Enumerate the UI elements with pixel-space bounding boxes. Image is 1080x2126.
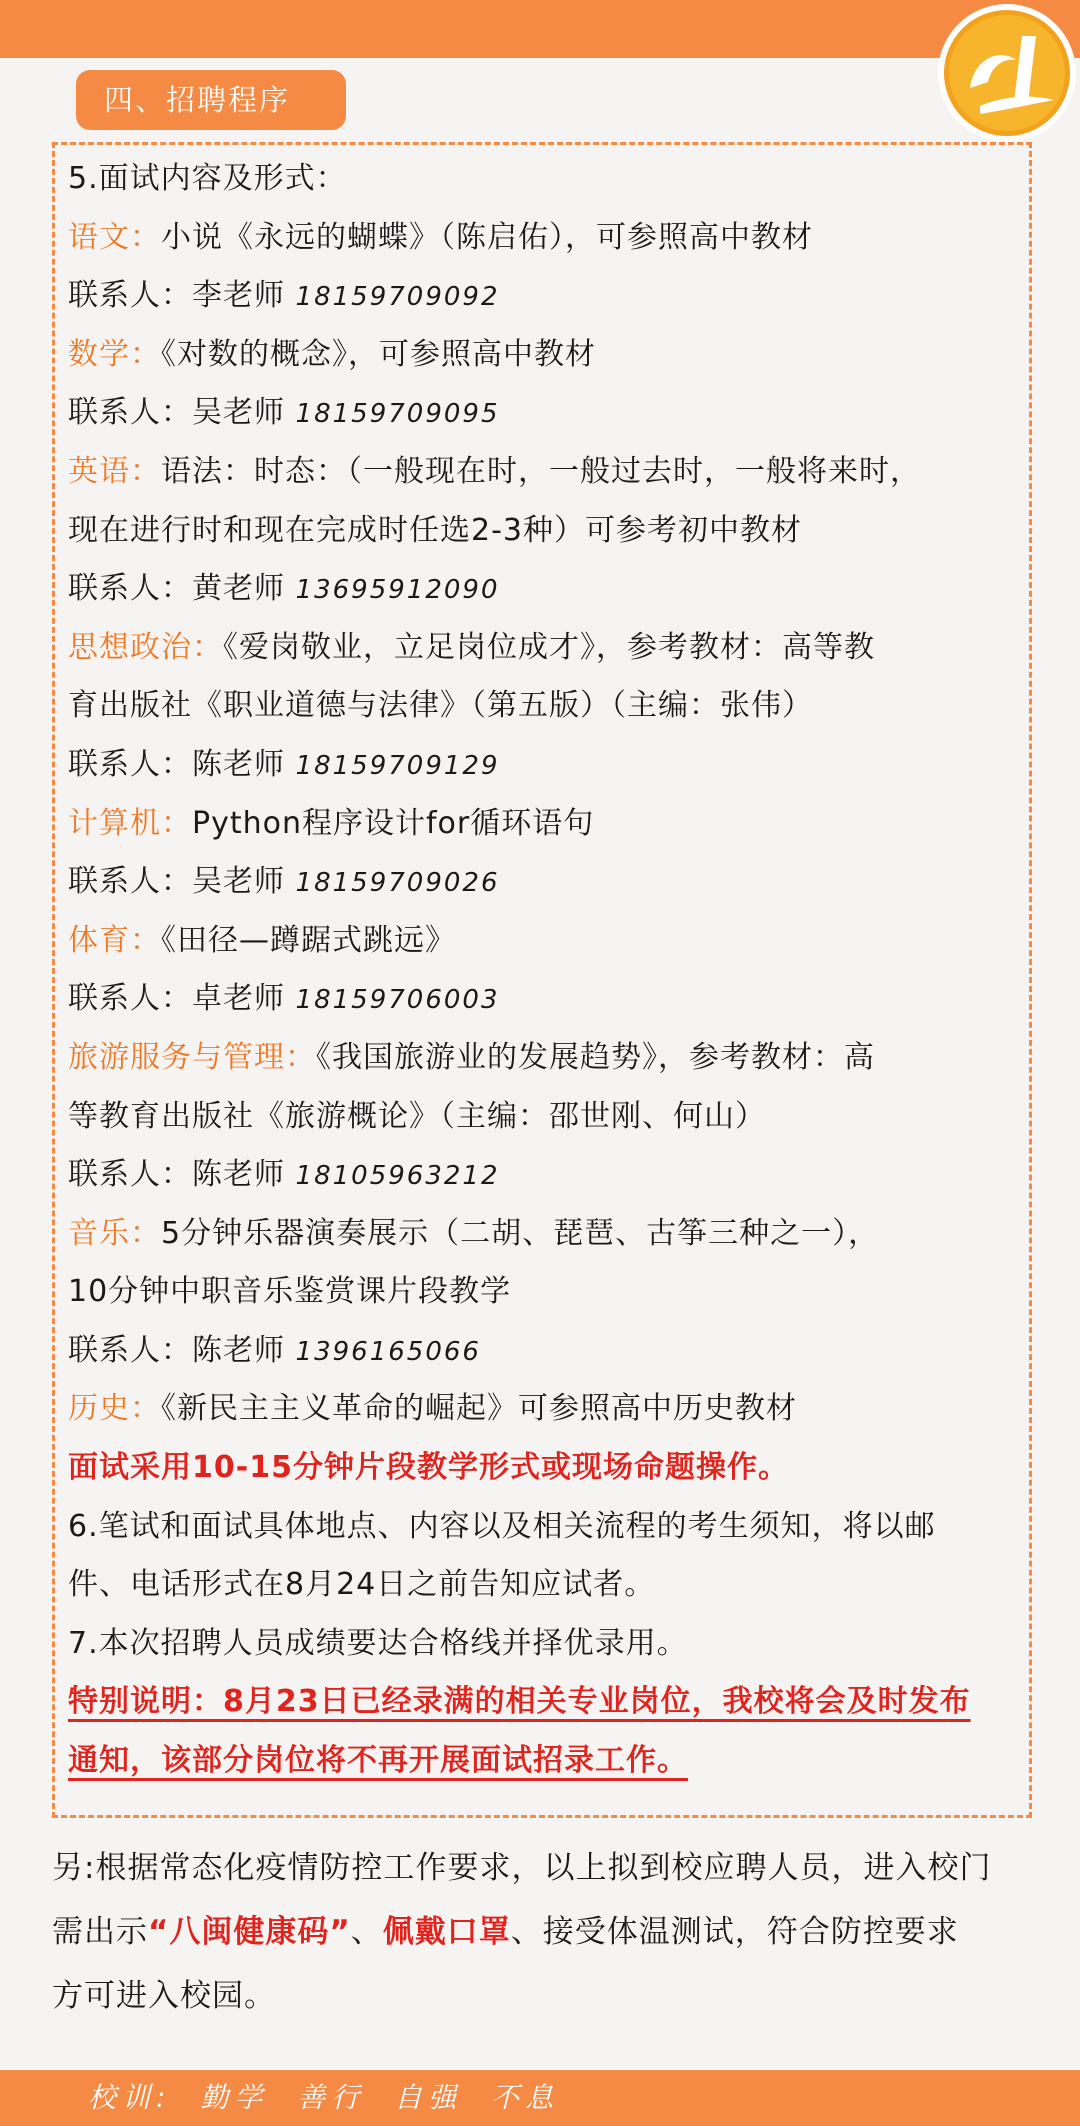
subject-label: 体育： <box>68 922 161 958</box>
contact-phone: 1396165066 <box>295 1336 481 1367</box>
subject-english-cont: 现在进行时和现在完成时任选2-3种）可参考初中教材 <box>68 512 802 548</box>
subject-text: 《田径—蹲踞式跳远》 <box>161 922 456 958</box>
contact-math <box>68 384 1028 443</box>
contact-phone: 18159709095 <box>295 399 500 430</box>
section-title: 四、招聘程序 <box>76 70 346 130</box>
item-6: 6.笔试和面试具体地点、内容以及相关流程的考生须知，将以邮 <box>68 1508 936 1544</box>
subject-text: Python程序设计for循环语句 <box>192 805 595 841</box>
special-note-cont <box>68 1732 1028 1791</box>
subject-politics-cont: 育出版社《职业道德与法律》（第五版）（主编：张伟） <box>68 688 813 724</box>
contact-label: 联系人：李老师 <box>68 278 296 314</box>
interview-format-note: 面试采用10-15分钟片段教学形式或现场命题操作。 <box>68 1450 789 1486</box>
school-motto: 校训: 勤学 善行 自强 不息 <box>88 2081 560 2114</box>
contact-phone: 18159709129 <box>295 750 500 781</box>
subject-label: 数学： <box>68 336 161 372</box>
school-logo-icon <box>936 2 1078 144</box>
subject-computer <box>68 795 1028 854</box>
special-note <box>68 1673 1028 1732</box>
notice-line-1: 另:根据常态化疫情防控工作要求，以上拟到校应聘人员，进入校门 <box>52 1850 992 1886</box>
top-banner-notch <box>0 58 940 70</box>
subject-label: 旅游服务与管理： <box>68 1039 316 1075</box>
subject-chinese <box>68 209 1028 268</box>
subject-label: 历史： <box>68 1391 161 1427</box>
subject-history <box>68 1380 1028 1439</box>
contact-label: 联系人：陈老师 <box>68 746 296 782</box>
contact-label: 联系人：卓老师 <box>68 981 296 1017</box>
contact-label: 联系人：吴老师 <box>68 864 296 900</box>
contact-phone: 18105963212 <box>295 1161 500 1192</box>
top-banner <box>0 0 1080 58</box>
notice-line-2 <box>52 1900 1062 1964</box>
subject-music <box>68 1205 1028 1264</box>
notice-text: 需出示 <box>52 1914 148 1950</box>
item-7: 7.本次招聘人员成绩要达合格线并择优录用。 <box>68 1625 688 1661</box>
contact-label: 联系人：陈老师 <box>68 1157 296 1193</box>
contact-label: 联系人：吴老师 <box>68 395 296 431</box>
notice-line-3: 方可进入校园。 <box>52 1978 276 2014</box>
special-note-text: 通知，该部分岗位将不再开展面试招录工作。 <box>68 1743 688 1779</box>
contact-tourism <box>68 1146 1028 1205</box>
subject-label: 语文： <box>68 219 161 255</box>
subject-text: 5分钟乐器演奏展示（二胡、琵琶、古筝三种之一）， <box>161 1215 880 1251</box>
subject-politics <box>68 619 1028 678</box>
subject-tourism-cont: 等教育出版社《旅游概论》（主编：邵世刚、何山） <box>68 1098 766 1134</box>
subject-label: 思想政治： <box>68 629 223 665</box>
contact-label: 联系人：黄老师 <box>68 571 296 607</box>
subject-tourism <box>68 1029 1028 1088</box>
subject-text: 《我国旅游业的发展趋势》，参考教材：高 <box>316 1039 875 1075</box>
heading-5: 5.面试内容及形式： <box>68 161 347 196</box>
special-note-text: 特别说明：8月23日已经录满的相关专业岗位，我校将会及时发布 <box>68 1684 971 1720</box>
subject-english <box>68 443 1028 502</box>
subject-label: 音乐： <box>68 1215 161 1251</box>
contact-politics <box>68 736 1028 795</box>
mask-text: 佩戴口罩 <box>382 1914 511 1950</box>
contact-computer <box>68 853 1028 912</box>
contact-label: 联系人：陈老师 <box>68 1332 296 1368</box>
contact-pe <box>68 970 1028 1029</box>
contact-english <box>68 560 1028 619</box>
subject-text: 小说《永远的蝴蝶》（陈启佑），可参照高中教材 <box>161 219 813 255</box>
contact-chinese <box>68 267 1028 326</box>
contact-phone: 13695912090 <box>295 575 500 606</box>
item-6-cont: 件、电话形式在8月24日之前告知应试者。 <box>68 1567 656 1603</box>
contact-music <box>68 1322 1028 1381</box>
contact-phone: 18159709026 <box>295 868 500 899</box>
subject-label: 英语： <box>68 453 161 489</box>
subject-pe <box>68 912 1028 971</box>
subject-math <box>68 326 1028 385</box>
subject-text: 《对数的概念》，可参照高中教材 <box>161 336 596 372</box>
footer-banner <box>0 2070 1080 2126</box>
health-code-text: “八闽健康码” <box>148 1914 351 1950</box>
subject-music-cont: 10分钟中职音乐鉴赏课片段教学 <box>68 1274 512 1310</box>
notice-text: 、 <box>350 1914 383 1950</box>
subject-text: 语法：时态：（一般现在时，一般过去时，一般将来时， <box>161 453 921 489</box>
subject-label: 计算机： <box>68 805 192 841</box>
interview-content <box>68 150 1028 1791</box>
epidemic-notice <box>52 1836 1062 2028</box>
contact-phone: 18159706003 <box>295 985 500 1016</box>
subject-text: 《爱岗敬业，立足岗位成才》，参考教材：高等教 <box>223 629 875 665</box>
notice-text: 、接受体温测试，符合防控要求 <box>510 1914 959 1950</box>
contact-phone: 18159709092 <box>295 282 500 313</box>
subject-text: 《新民主主义革命的崛起》可参照高中历史教材 <box>161 1391 797 1427</box>
